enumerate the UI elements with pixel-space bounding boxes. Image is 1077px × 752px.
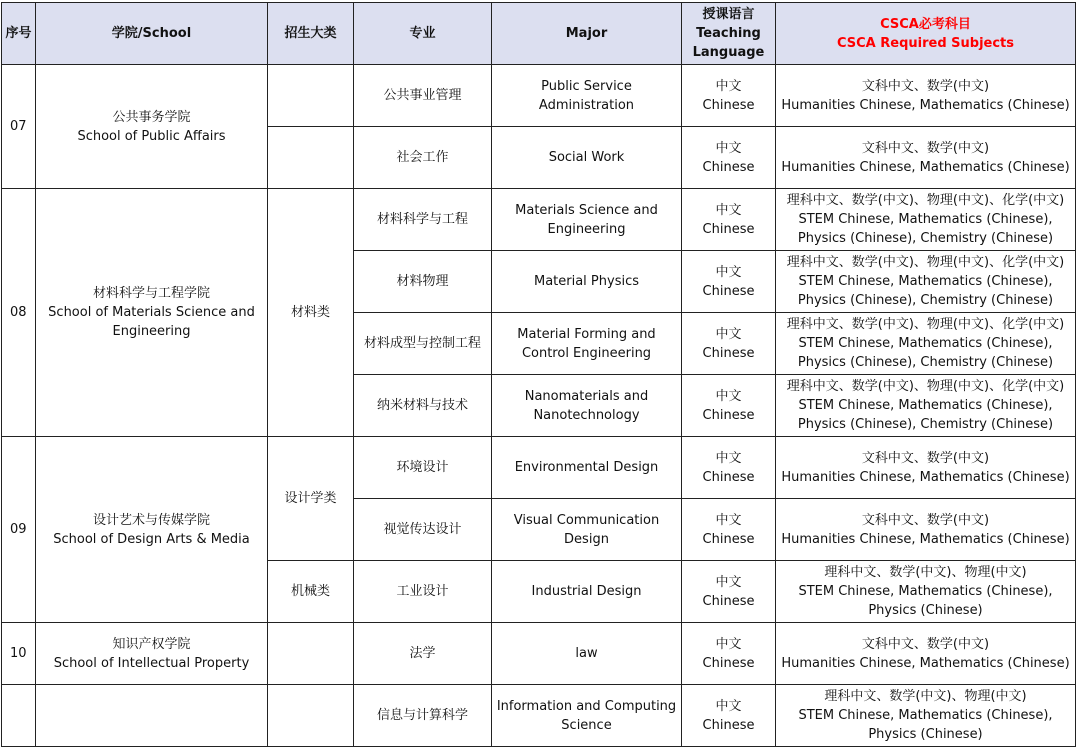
req-cn: 文科中文、数学(中文): [861, 512, 990, 528]
major-cn: 环境设计: [354, 437, 492, 499]
header-no: 序号: [2, 3, 36, 65]
major-cn: 视觉传达设计: [354, 499, 492, 561]
school-cn: 知识产权学院: [112, 636, 191, 652]
lang-en: Chinese: [702, 97, 755, 113]
req-cn: 理科中文、数学(中文)、物理(中文)、化学(中文): [786, 317, 1065, 332]
lang-cn: 中文: [715, 264, 742, 280]
req-en: STEM Chinese, Mathematics (Chinese), Physics (Chinese), Chemistry (Chinese): [797, 398, 1054, 432]
major-en: Information and Computing Science: [492, 685, 682, 747]
lang-cn: 中文: [715, 636, 742, 652]
lang-cell: [682, 251, 776, 313]
school-en: School of Public Affairs: [77, 128, 226, 144]
lang-cell: [682, 313, 776, 375]
req-en: Humanities Chinese, Mathematics (Chinese): [781, 159, 1070, 175]
table-row: [2, 437, 1076, 499]
table-row: [2, 189, 1076, 251]
req-cn: 理科中文、数学(中文)、物理(中文): [824, 565, 1027, 580]
category-cell: 机械类: [268, 561, 354, 623]
req-en: STEM Chinese, Mathematics (Chinese), Physics (Chinese): [798, 708, 1053, 742]
major-cn: 材料科学与工程: [354, 189, 492, 251]
req-cell: [776, 685, 1076, 747]
req-cell: [776, 251, 1076, 313]
header-lang-line1: 授课语言: [702, 7, 755, 22]
school-cell: [36, 189, 268, 437]
table-row: [2, 65, 1076, 127]
req-cell: [776, 313, 1076, 375]
header-lang-line3: Language: [692, 45, 765, 60]
lang-cn: 中文: [715, 450, 742, 466]
header-required-subjects: [776, 3, 1076, 65]
major-cn: 信息与计算科学: [354, 685, 492, 747]
lang-en: Chinese: [702, 159, 755, 175]
major-en: Material Forming and Control Engineering: [492, 313, 682, 375]
lang-cell: [682, 623, 776, 685]
major-cn: 公共事业管理: [354, 65, 492, 127]
lang-cell: [682, 685, 776, 747]
lang-en: Chinese: [702, 469, 755, 485]
lang-cell: [682, 65, 776, 127]
lang-cn: 中文: [715, 698, 742, 714]
school-cell: [36, 437, 268, 623]
major-cn: 社会工作: [354, 127, 492, 189]
header-req-line2: CSCA Required Subjects: [836, 35, 1015, 51]
req-cn: 理科中文、数学(中文)、物理(中文)、化学(中文): [786, 193, 1065, 208]
req-en: STEM Chinese, Mathematics (Chinese), Physics (Chinese): [798, 584, 1053, 618]
req-en: STEM Chinese, Mathematics (Chinese), Physics (Chinese), Chemistry (Chinese): [797, 336, 1054, 370]
category-cell: [268, 65, 354, 127]
lang-en: Chinese: [702, 593, 755, 609]
header-req-line1: CSCA必考科目: [880, 16, 971, 32]
req-en: Humanities Chinese, Mathematics (Chinese): [781, 531, 1070, 547]
lang-cn: 中文: [715, 202, 742, 218]
req-cell: [776, 375, 1076, 437]
major-en: Material Physics: [492, 251, 682, 313]
req-cell: [776, 499, 1076, 561]
row-no: 07: [2, 65, 36, 189]
lang-en: Chinese: [702, 717, 755, 733]
lang-cell: [682, 127, 776, 189]
req-en: STEM Chinese, Mathematics (Chinese), Physics (Chinese), Chemistry (Chinese): [797, 212, 1054, 246]
lang-cn: 中文: [715, 140, 742, 156]
lang-cell: [682, 189, 776, 251]
lang-en: Chinese: [702, 407, 755, 423]
lang-cell: [682, 437, 776, 499]
lang-en: Chinese: [702, 345, 755, 361]
major-cn: 法学: [354, 623, 492, 685]
major-cn: 材料物理: [354, 251, 492, 313]
req-en: STEM Chinese, Mathematics (Chinese), Physics (Chinese), Chemistry (Chinese): [797, 274, 1054, 308]
req-cn: 文科中文、数学(中文): [861, 78, 990, 94]
req-en: Humanities Chinese, Mathematics (Chinese): [781, 97, 1070, 113]
req-cell: [776, 127, 1076, 189]
school-en: School of Design Arts & Media: [53, 531, 250, 547]
req-en: Humanities Chinese, Mathematics (Chinese): [781, 469, 1070, 485]
school-cell: [36, 685, 268, 747]
header-lang-line2: Teaching: [696, 26, 761, 41]
row-no: 08: [2, 189, 36, 437]
school-cell: [36, 65, 268, 189]
major-cn: 材料成型与控制工程: [354, 313, 492, 375]
major-en: Social Work: [492, 127, 682, 189]
school-cn: 公共事务学院: [112, 109, 191, 125]
major-en: Environmental Design: [492, 437, 682, 499]
lang-cn: 中文: [715, 78, 742, 94]
req-cn: 理科中文、数学(中文)、物理(中文): [824, 689, 1027, 704]
lang-cn: 中文: [715, 326, 742, 342]
lang-cell: [682, 561, 776, 623]
req-cell: [776, 561, 1076, 623]
school-cell: [36, 623, 268, 685]
lang-cell: [682, 375, 776, 437]
lang-en: Chinese: [702, 531, 755, 547]
header-category: 招生大类: [268, 3, 354, 65]
major-cn: 纳米材料与技术: [354, 375, 492, 437]
lang-cn: 中文: [715, 574, 742, 590]
header-teaching-language: [682, 3, 776, 65]
req-cn: 理科中文、数学(中文)、物理(中文)、化学(中文): [786, 379, 1065, 394]
row-no: 10: [2, 623, 36, 685]
lang-cell: [682, 499, 776, 561]
school-cn: 设计艺术与传媒学院: [92, 512, 210, 528]
major-en: Visual Communication Design: [492, 499, 682, 561]
req-en: Humanities Chinese, Mathematics (Chinese): [781, 655, 1070, 671]
majors-table: [1, 2, 1076, 747]
category-cell: [268, 127, 354, 189]
category-cell: [268, 623, 354, 685]
category-cell: 设计学类: [268, 437, 354, 561]
table-row: [2, 623, 1076, 685]
row-no: 09: [2, 437, 36, 623]
table-row: [2, 685, 1076, 747]
req-cell: [776, 623, 1076, 685]
category-cell: [268, 685, 354, 747]
req-cell: [776, 189, 1076, 251]
school-en: School of Materials Science and Engineering: [48, 305, 255, 339]
req-cn: 文科中文、数学(中文): [861, 450, 990, 466]
lang-en: Chinese: [702, 283, 755, 299]
req-cell: [776, 437, 1076, 499]
header-major-cn: 专业: [354, 3, 492, 65]
category-cell: 材料类: [268, 189, 354, 437]
header-major-en: Major: [492, 3, 682, 65]
major-cn: 工业设计: [354, 561, 492, 623]
row-no: [2, 685, 36, 747]
major-en: law: [492, 623, 682, 685]
lang-en: Chinese: [702, 221, 755, 237]
lang-cn: 中文: [715, 388, 742, 404]
major-en: Nanomaterials and Nanotechnology: [492, 375, 682, 437]
header-school: 学院/School: [36, 3, 268, 65]
lang-cn: 中文: [715, 512, 742, 528]
req-cn: 理科中文、数学(中文)、物理(中文)、化学(中文): [786, 255, 1065, 270]
school-en: School of Intellectual Property: [53, 655, 250, 671]
req-cell: [776, 65, 1076, 127]
major-en: Public Service Administration: [492, 65, 682, 127]
lang-en: Chinese: [702, 655, 755, 671]
school-cn: 材料科学与工程学院: [92, 286, 210, 301]
table-header-row: [2, 3, 1076, 65]
req-cn: 文科中文、数学(中文): [861, 636, 990, 652]
req-cn: 文科中文、数学(中文): [861, 140, 990, 156]
major-en: Industrial Design: [492, 561, 682, 623]
major-en: Materials Science and Engineering: [492, 189, 682, 251]
